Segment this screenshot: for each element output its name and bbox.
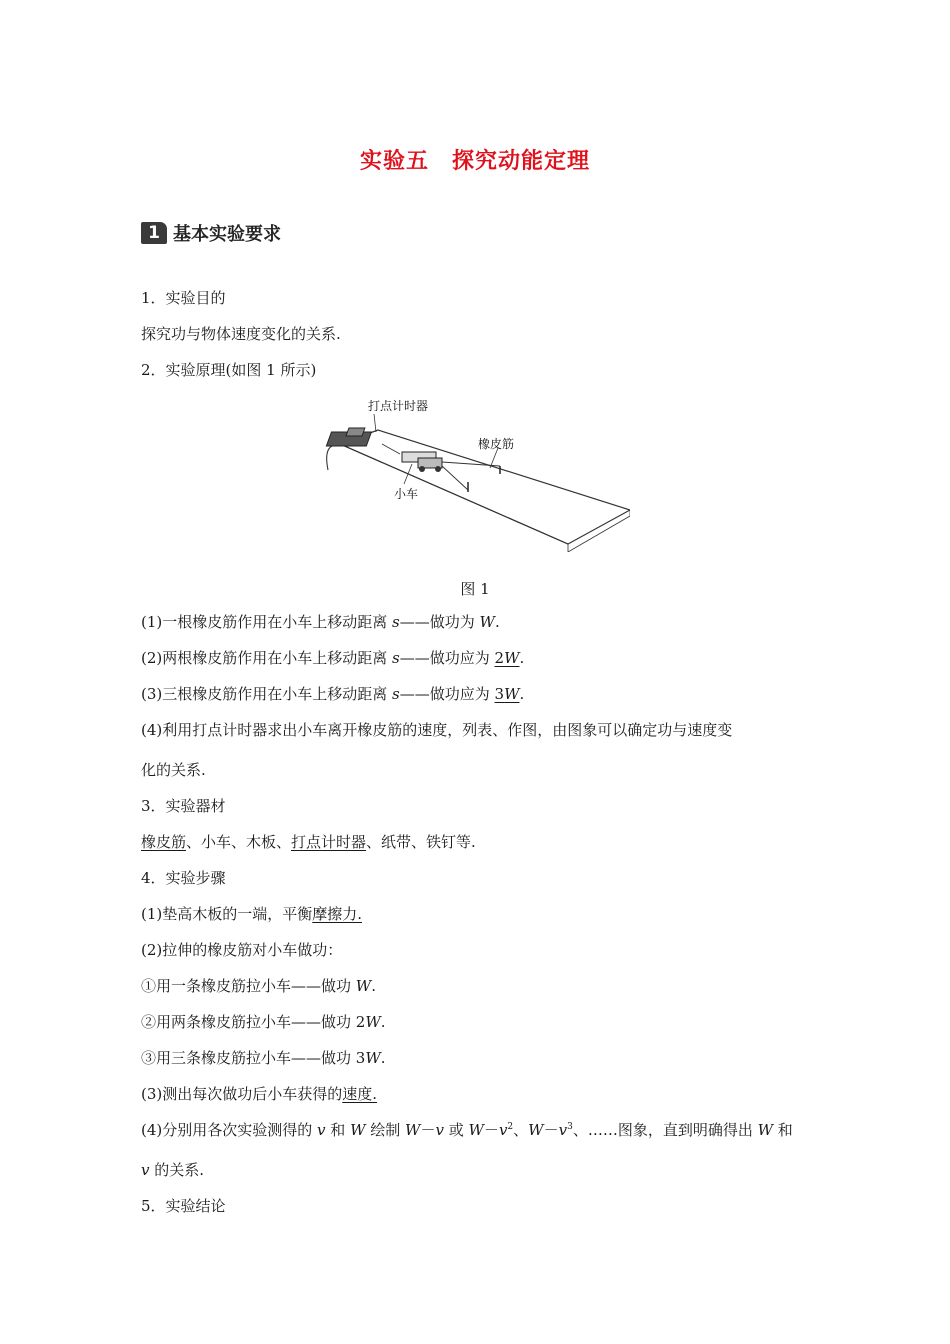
figure-caption: 图 1 <box>460 580 490 598</box>
band-pointer-line <box>490 448 498 468</box>
section-title: 基本实验要求 <box>173 224 281 245</box>
step-1: (1)垫高木板的一端，平衡摩擦力. <box>141 905 363 923</box>
car-wheel <box>419 466 425 472</box>
purpose-text: 探究功与物体速度变化的关系. <box>141 325 341 343</box>
step-3: (3)测出每次做功后小车获得的速度. <box>141 1085 378 1103</box>
step-2-sub-2: ②用两条橡皮筋拉小车——做功 2W. <box>141 1013 386 1031</box>
label-car: 小车 <box>394 487 419 501</box>
step-2-sub-3: ③用三条橡皮筋拉小车——做功 3W. <box>141 1049 386 1067</box>
experiment-figure <box>318 392 630 552</box>
step-2-sub-1: ①用一条橡皮筋拉小车——做功 W. <box>141 977 376 995</box>
heading-principle: 2．实验原理(如图 1 所示) <box>141 361 317 379</box>
label-rubber-band: 橡皮筋 <box>478 437 515 451</box>
step-4: (4)分别用各次实验测得的 v 和 W 绘制 W－v 或 $W-v^2$、$W-v^3$、……图象，直到明确得出 W 和 <box>141 1121 793 1139</box>
principle-item-4: (4)利用打点计时器求出小车离开橡皮筋的速度，列表、作图，由图象可以确定功与速度变 <box>141 721 733 739</box>
principle-item-2: (2)两根橡皮筋作用在小车上移动距离 s——做功应为 2W. <box>141 649 525 667</box>
heading-equipment: 3．实验器材 <box>141 797 226 815</box>
heading-steps: 4．实验步骤 <box>141 869 226 887</box>
car-wheel <box>435 466 441 472</box>
heading-conclusion: 5．实验结论 <box>141 1197 226 1215</box>
timer-top <box>346 428 365 436</box>
label-timer: 打点计时器 <box>368 399 429 413</box>
heading-purpose: 1．实验目的 <box>141 289 226 307</box>
timer-pointer-line <box>374 414 376 432</box>
step-2: (2)拉伸的橡皮筋对小车做功： <box>141 941 343 959</box>
equipment-list: 橡皮筋、小车、木板、打点计时器、纸带、铁钉等. <box>141 833 476 851</box>
principle-item-3: (3)三根橡皮筋作用在小车上移动距离 s——做功应为 3W. <box>141 685 525 703</box>
principle-item-1: (1)一根橡皮筋作用在小车上移动距离 s——做功为 W. <box>141 613 500 631</box>
principle-item-4-cont: 化的关系. <box>141 761 206 779</box>
experiment-diagram <box>318 392 630 552</box>
step-4-cont: v 的关系. <box>141 1161 205 1179</box>
section-number-badge: 1 <box>141 222 167 244</box>
page-title: 实验五 探究动能定理 <box>359 149 590 174</box>
section-header <box>141 220 281 246</box>
paper-tape <box>327 444 348 470</box>
